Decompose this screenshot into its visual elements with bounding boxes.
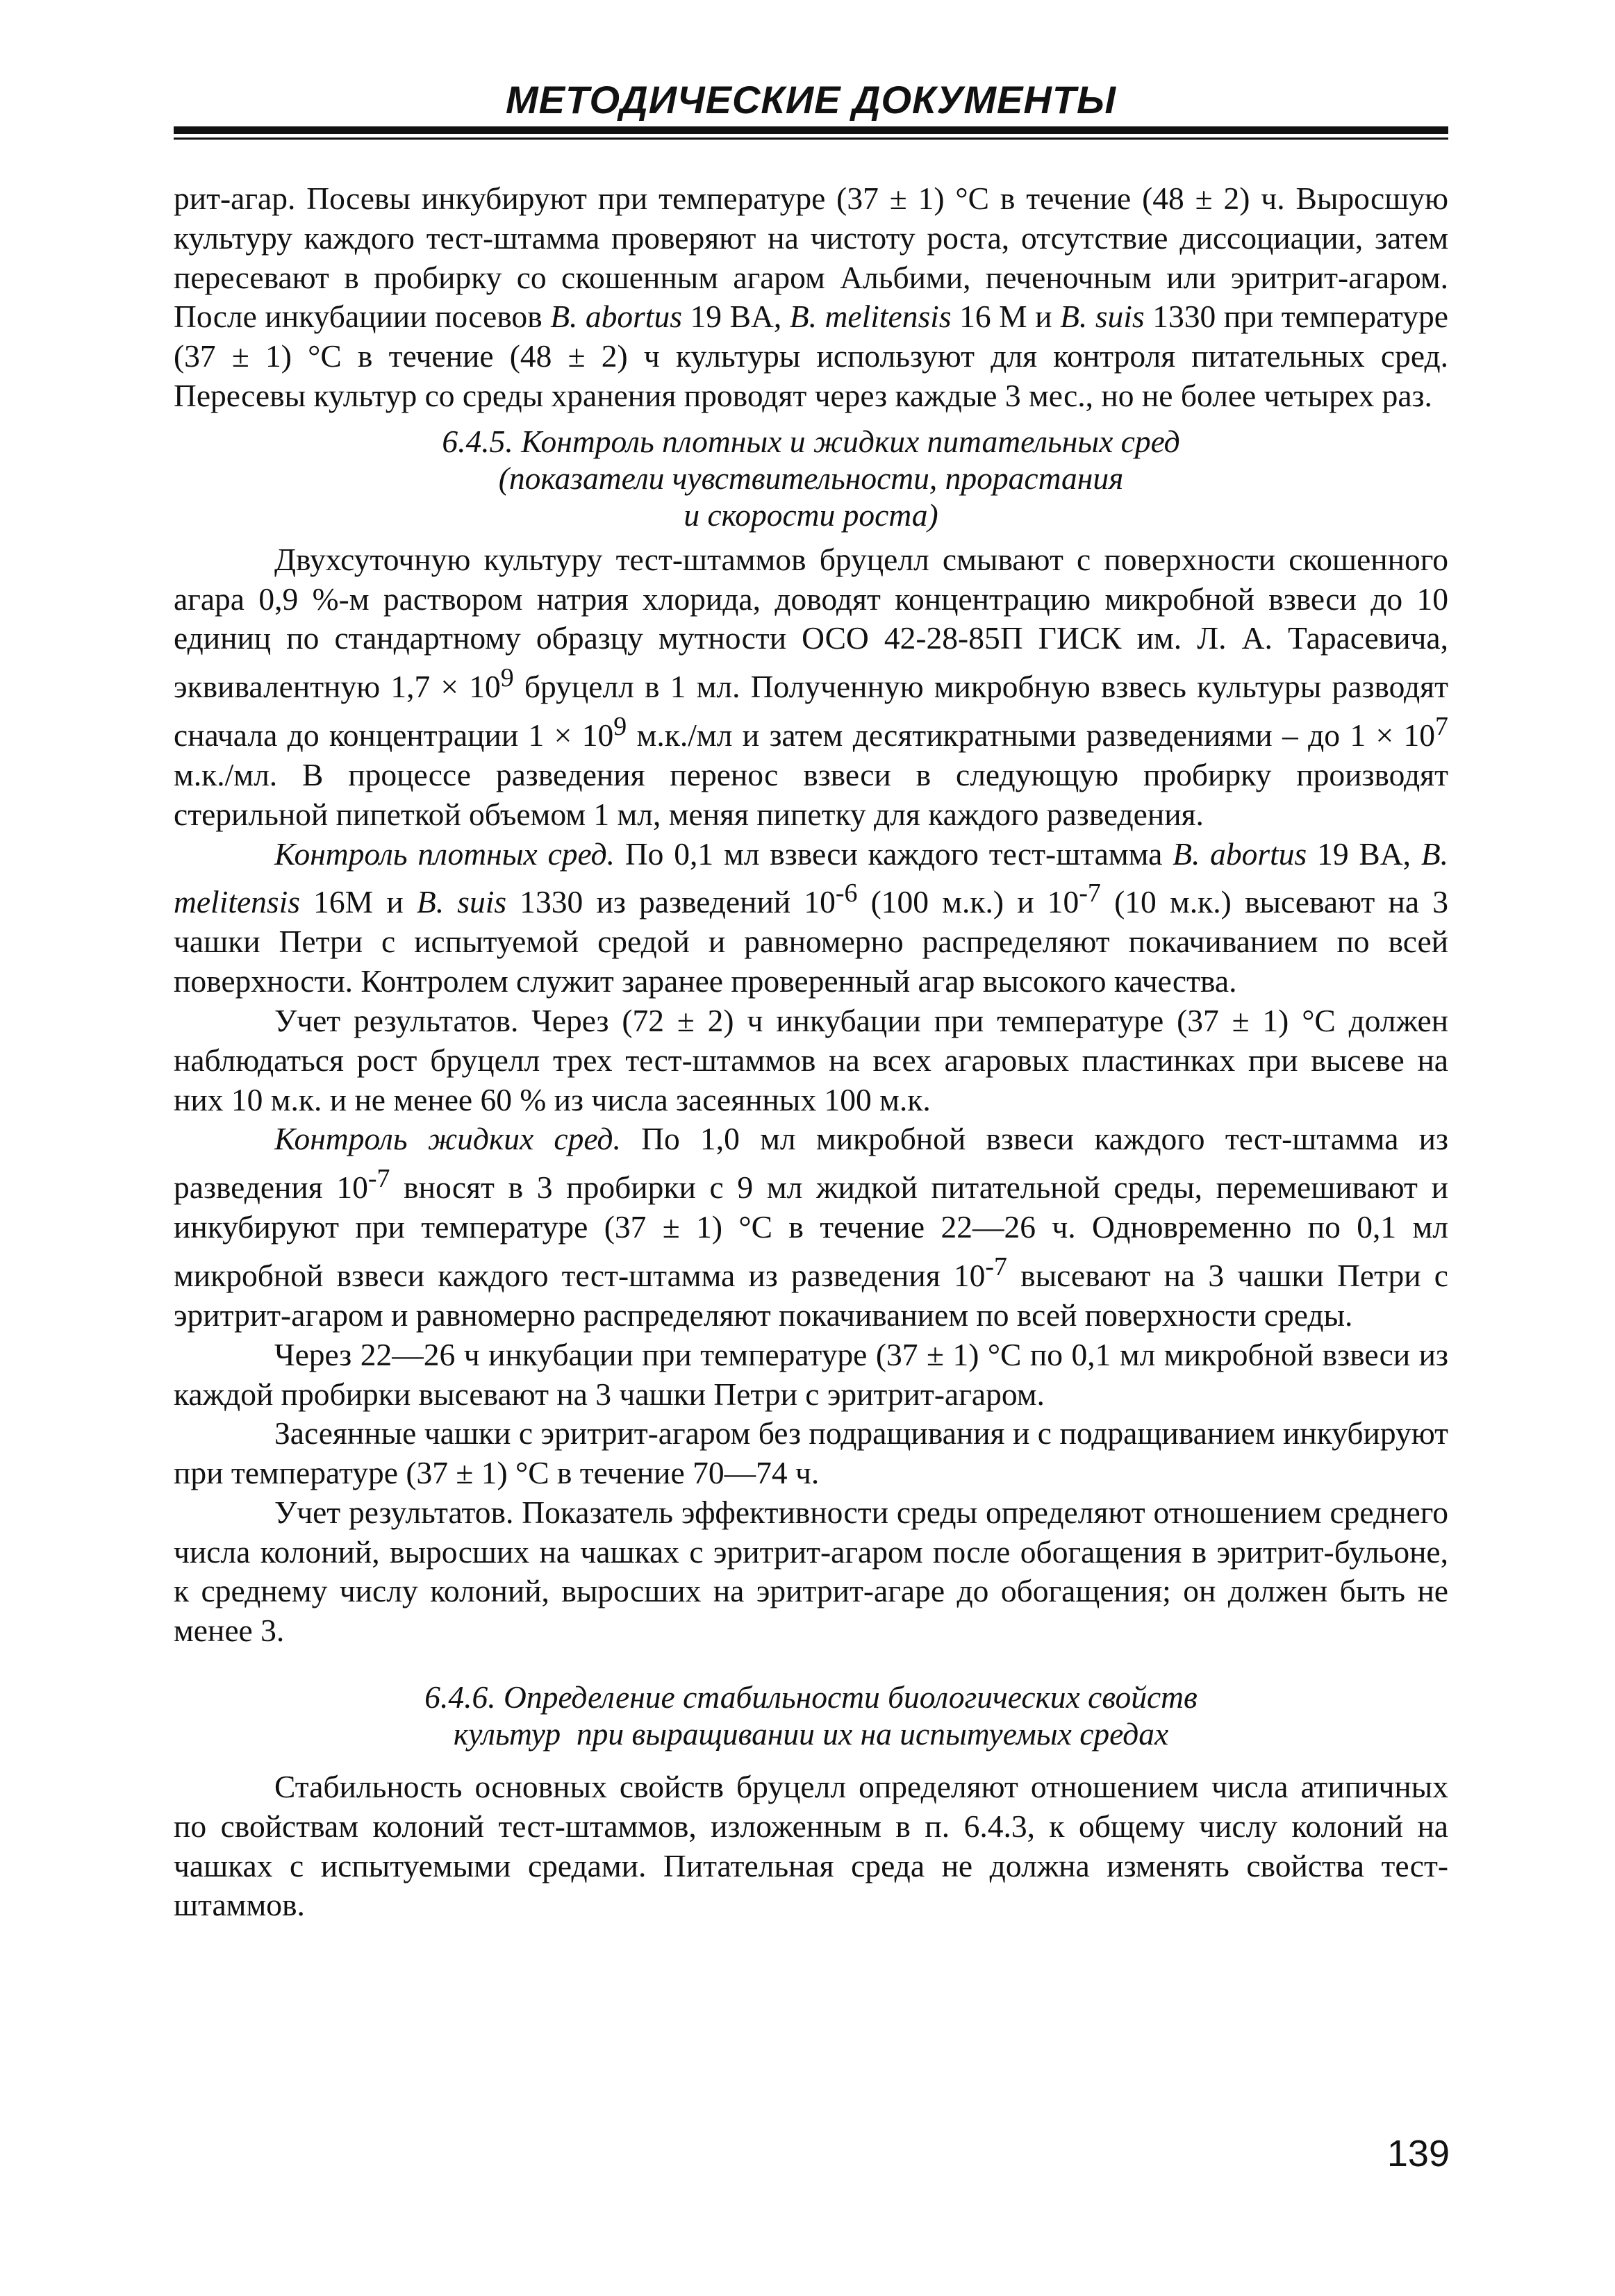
running-header: МЕТОДИЧЕСКИЕ ДОКУМЕНТЫ	[505, 78, 1117, 122]
paragraph: Учет результатов. Показатель эффективности среды определяют отношением среднего числа колоний, выросших на чашках с эритрит-агаром после обогащения в эритрит-бульоне, к среднему числу колоний, выросших на эритрит-агаре до обогащения; он должен быть не менее 3.	[174, 1494, 1448, 1649]
paragraph: Контроль плотных сред. По 0,1 мл взвеси каждого тест-штамма B. abortus 19 BA, B. melitensis 16M и B. suis 1330 из разведений $10^{-6}$ (100 м.к.) и $10^{-7}$ (10 м.к.) высевают на 3 чашки Петри с испытуемой средой и равномерно распределяют покачиванием по всей поверхности. Контролем служит заранее проверенный агар высокого качества.	[174, 835, 1449, 999]
section-heading-6-4-5: 6.4.5. Контроль плотных и жидких питательных сред (показатели чувствительности, прорастания и скорости роста)	[442, 423, 1180, 533]
paragraph: Через 22—26 ч инкубации при температуре (37 ± 1) °С по 0,1 мл микробной взвеси из каждой пробирки высевают на 3 чашки Петри с эритрит-агаром.	[174, 1336, 1448, 1412]
paragraph: Засеянные чашки с эритрит-агаром без подращивания и с подращиванием инкубируют при температуре (37 ± 1) °С в течение 70—74 ч.	[174, 1415, 1448, 1491]
paragraph: рит-агар. Посевы инкубируют при температуре (37 ± 1) °С в течение (48 ± 2) ч. Выросшую культуру каждого тест-штамма проверяют на чистоту роста, отсутствие диссоциации, затем пересевают в пробирку со скошенным агаром Альбими, печеночным или эритрит-агаром. После инкубациии посевов B. abortus 19 BA, B. melitensis 16 M и B. suis 1330 при температуре (37 ± 1) °С в течение (48 ± 2) ч культуры используют для контроля питательных сред. Пересевы культур со среды хранения проводят через каждые 3 мес., но не более четырех раз.	[174, 181, 1448, 413]
header-rule-thick	[174, 126, 1448, 134]
paragraph: Контроль жидких сред. По 1,0 мл микробной взвеси каждого тест-штамма из разведения $10^{-7}$ вносят в 3 пробирки с 9 мл жидкой питательной среды, перемешивают и инкубируют при температуре (37 ± 1) °С в течение 22—26 ч. Одновременно по 0,1 мл микробной взвеси каждого тест-штамма из разведения $10^{-7}$ высевают на 3 чашки Петри с эритрит-агаром и равномерно распределяют покачиванием по всей поверхности среды.	[174, 1121, 1449, 1333]
header-rule-thin	[174, 138, 1448, 140]
paragraph: Двухсуточную культуру тест-штаммов бруцелл смывают с поверхности скошенного агара 0,9 %-м раствором натрия хлорида, доводят концентрацию микробной взвеси до 10 единиц по стандартному образцу мутности ОСО 42-28-85П ГИСК им. Л. А. Тарасевича, эквивалентную $1,7 \times 10^9$ бруцелл в 1 мл. Полученную микробную взвесь культуры разводят сначала до концентрации $1 \times 10^9$ м.к./мл и затем десятикратными разведениями – до $1 \times 10^7$ м.к./мл. В процессе разведения перенос взвеси в следующую пробирку производят стерильной пипеткой объемом 1 мл, меняя пипетку для каждого разведения.	[174, 541, 1448, 832]
page-number: 139	[1386, 2133, 1450, 2174]
body-text	[174, 179, 1448, 1925]
paragraph: Стабильность основных свойств бруцелл определяют отношением числа атипичных по свойствам колоний тест-штаммов, изложенным в п. 6.4.3, к общему числу колоний на чашках с испытуемыми средами. Питательная среда не должна изменять свойства тест-штаммов.	[174, 1769, 1448, 1923]
section-heading-6-4-6: 6.4.6. Определение стабильности биологических свойств культур при выращивании их на испытуемых средах	[424, 1679, 1198, 1752]
paragraph: Учет результатов. Через (72 ± 2) ч инкубации при температуре (37 ± 1) °С должен наблюдаться рост бруцелл трех тест-штаммов на всех агаровых пластинках при высеве на них 10 м.к. и не менее 60 % из числа засеянных 100 м.к.	[174, 1003, 1448, 1117]
